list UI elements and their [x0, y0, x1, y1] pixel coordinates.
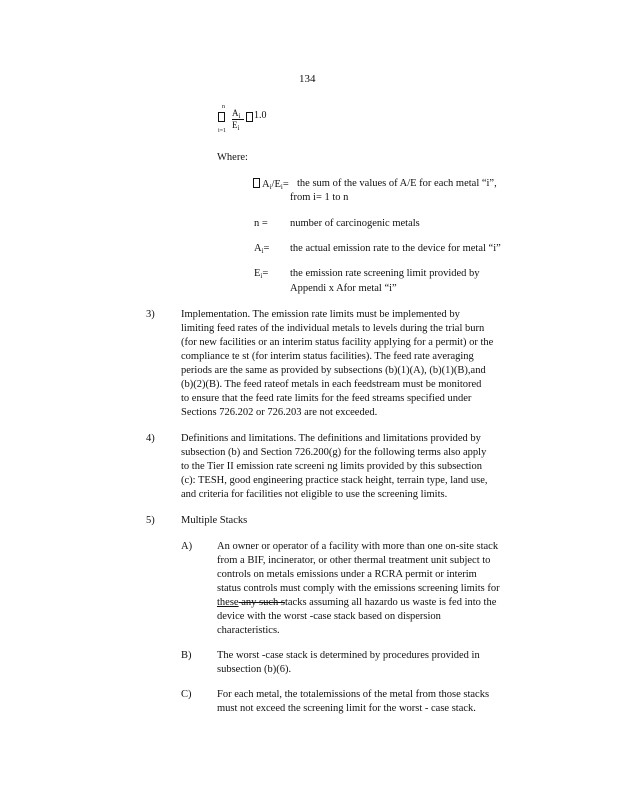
definition-term: $A_i=$: [254, 243, 270, 255]
paragraph-line: (for new facilities or an interim status facility applying for a permit) or the: [181, 337, 494, 348]
definition-text: number of carcinogenic metals: [290, 218, 420, 229]
deleted-text: any such s: [238, 597, 285, 608]
where-label: Where:: [217, 152, 248, 163]
paragraph-line: (c): TESH, good engineering practice stack height, terrain type, land use,: [181, 475, 488, 486]
definition-term: $E_i=$: [254, 268, 269, 280]
paragraph-line: Definitions and limitations. The definitions and limitations provided by: [181, 433, 481, 444]
paragraph-line: Multiple Stacks: [181, 515, 248, 526]
item-number: 5): [146, 515, 155, 526]
page-number: 134: [299, 73, 316, 85]
subitem-letter: A): [181, 541, 193, 552]
subitem-letter: C): [181, 689, 192, 700]
inserted-text: these: [217, 597, 239, 608]
paragraph-line: The worst -case stack is determined by procedures provided in: [217, 650, 480, 661]
paragraph-line: must not exceed the screening limit for the worst - case stack.: [217, 703, 476, 714]
formula-rhs: 1.0: [254, 110, 267, 121]
fraction-denominator: $E_i$: [232, 120, 240, 132]
paragraph-line-revised: [217, 597, 496, 608]
relation-symbol-icon: [246, 112, 253, 122]
paragraph-line: compliance te st (for interim status facilities). The feed rate averaging: [181, 351, 474, 362]
paragraph-line: characteristics.: [217, 625, 280, 636]
paragraph-line: Sections 726.202 or 726.203 are not exceeded.: [181, 407, 378, 418]
summation-symbol-icon: [218, 112, 225, 122]
definition-text: the sum of the values of A/E for each metal “i”,: [297, 178, 497, 189]
paragraph-line: to the Tier II emission rate screeni ng limits provided by this subsection: [181, 461, 482, 472]
summation-formula: [218, 104, 288, 136]
definition-term: n =: [254, 218, 268, 229]
paragraph-line: and criteria for facilities not eligible to use the screening limits.: [181, 489, 448, 500]
definition-text: the actual emission rate to the device for metal “i”: [290, 243, 501, 254]
sum-upper-limit: n: [222, 104, 225, 110]
paragraph-line: subsection (b) and Section 726.200(g) for the following terms also apply: [181, 447, 487, 458]
paragraph-line: An owner or operator of a facility with more than one on-site stack: [217, 541, 499, 552]
paragraph-line: subsection (b)(6).: [217, 664, 292, 675]
definition-text: the emission rate screening limit provided by: [290, 268, 480, 279]
sum-lower-limit: i=1: [218, 128, 227, 134]
paragraph-line: device with the worst -case stack based on dispersion: [217, 611, 441, 622]
paragraph-line: For each metal, the totalemissions of the metal from those stacks: [217, 689, 490, 700]
item-number: 3): [146, 309, 155, 320]
subitem-letter: B): [181, 650, 192, 661]
paragraph-line: to ensure that the feed rate limits for the feed streams specified under: [181, 393, 472, 404]
paragraph-line: Implementation. The emission rate limits must be implemented by: [181, 309, 460, 320]
paragraph-line: limiting feed rates of the individual metals to levels during the trial burn: [181, 323, 485, 334]
summation-symbol-icon: [253, 178, 260, 188]
fraction-numerator: $A_i$: [232, 108, 241, 120]
paragraph-line: periods are the same as provided by subsections (b)(1)(A), (b)(1)(B),and: [181, 365, 486, 376]
definition-text-cont: Appendi x Afor metal “i”: [290, 283, 397, 294]
definition-term: $A_i/E_i=$: [253, 178, 289, 191]
item-number: 4): [146, 433, 155, 444]
paragraph-line: from a BIF, incinerator, or other thermal treatment unit subject to: [217, 555, 491, 566]
line-remainder: tacks assuming all hazardo us waste is fed into the: [284, 597, 497, 608]
paragraph-line: status controls must comply with the emissions screening limits for: [217, 583, 500, 594]
paragraph-line: (b)(2)(B). The feed rateof metals in each feedstream must be monitored: [181, 379, 482, 390]
paragraph-line: controls on metals emissions under a RCRA permit or interim: [217, 569, 477, 580]
definition-text-cont: from i= 1 to n: [290, 192, 349, 203]
